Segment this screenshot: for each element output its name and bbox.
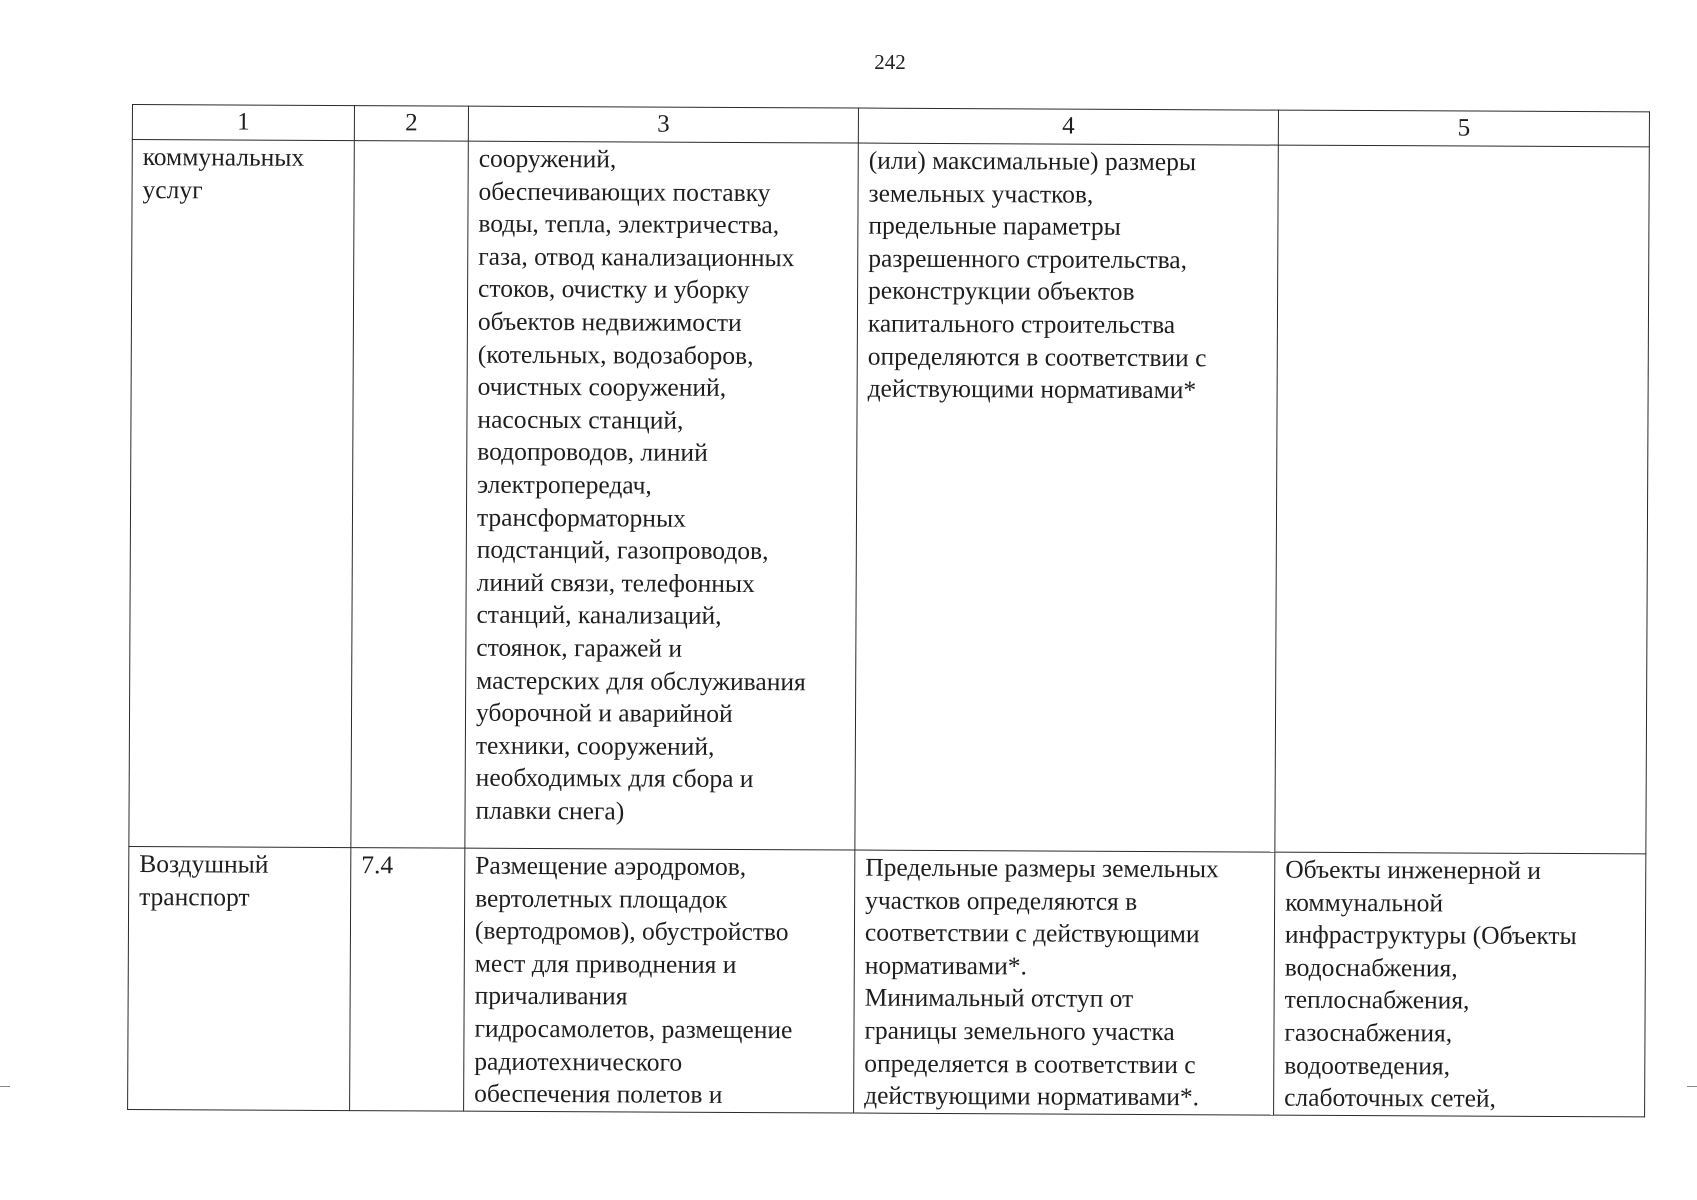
column-header-3: 3 <box>468 106 858 143</box>
column-header-2: 2 <box>354 106 468 142</box>
code-cell: 7.4 <box>350 848 465 1111</box>
use-type-cell: Воздушный транспорт <box>128 846 351 1110</box>
page-number: 242 <box>874 50 906 74</box>
code-cell <box>351 141 468 849</box>
parameters-cell: Предельные размеры земельных участков определяются в соответствии с действующими нормативами*. Минимальный отступ от границы земельного участка определяется в соответствии с действующими нормативами*. <box>854 850 1275 1115</box>
scan-margin-mark <box>0 1086 10 1087</box>
column-header-4: 4 <box>858 108 1278 145</box>
regulations-table <box>127 104 1650 1117</box>
description-cell: Размещение аэродромов, вертолетных площадок (вертодромов), обустройство мест для приводнения и причаливания гидросамолетов, размещение радиотехнического обеспечения полетов и <box>464 848 855 1113</box>
scan-margin-mark <box>1687 1086 1697 1087</box>
auxiliary-uses-cell: Объекты инженерной и коммунальной инфраструктуры (Объекты водоснабжения, теплоснабжения, газоснабжения, водоотведения, слаботочных сетей, <box>1274 852 1646 1117</box>
auxiliary-uses-cell <box>1275 145 1649 854</box>
description-cell: сооружений, обеспечивающих поставку воды, тепла, электричества, газа, отвод канализационных стоков, очистку и уборку объектов недвижимости (котельных, водозаборов, очистных сооружений, насосных станций, водопроводов, линий электропередач, трансформаторных подстанций, газопроводов, линий связи, телефонных станций, канализаций, стоянок, гаражей и мастерских для обслуживания уборочной и аварийной техники, сооружений, необходимых для сбора и плавки снега) <box>465 141 858 850</box>
parameters-cell: (или) максимальные) размеры земельных участков, предельные параметры разрешенного строительства, реконструкции объектов капитального строительства определяются в соответствии с действующими нормативами* <box>855 143 1278 852</box>
use-type-cell: коммунальных услуг <box>129 140 354 848</box>
table-row <box>128 846 1646 1116</box>
table-row <box>129 140 1649 854</box>
column-header-5: 5 <box>1278 110 1649 147</box>
column-header-1: 1 <box>132 105 354 141</box>
